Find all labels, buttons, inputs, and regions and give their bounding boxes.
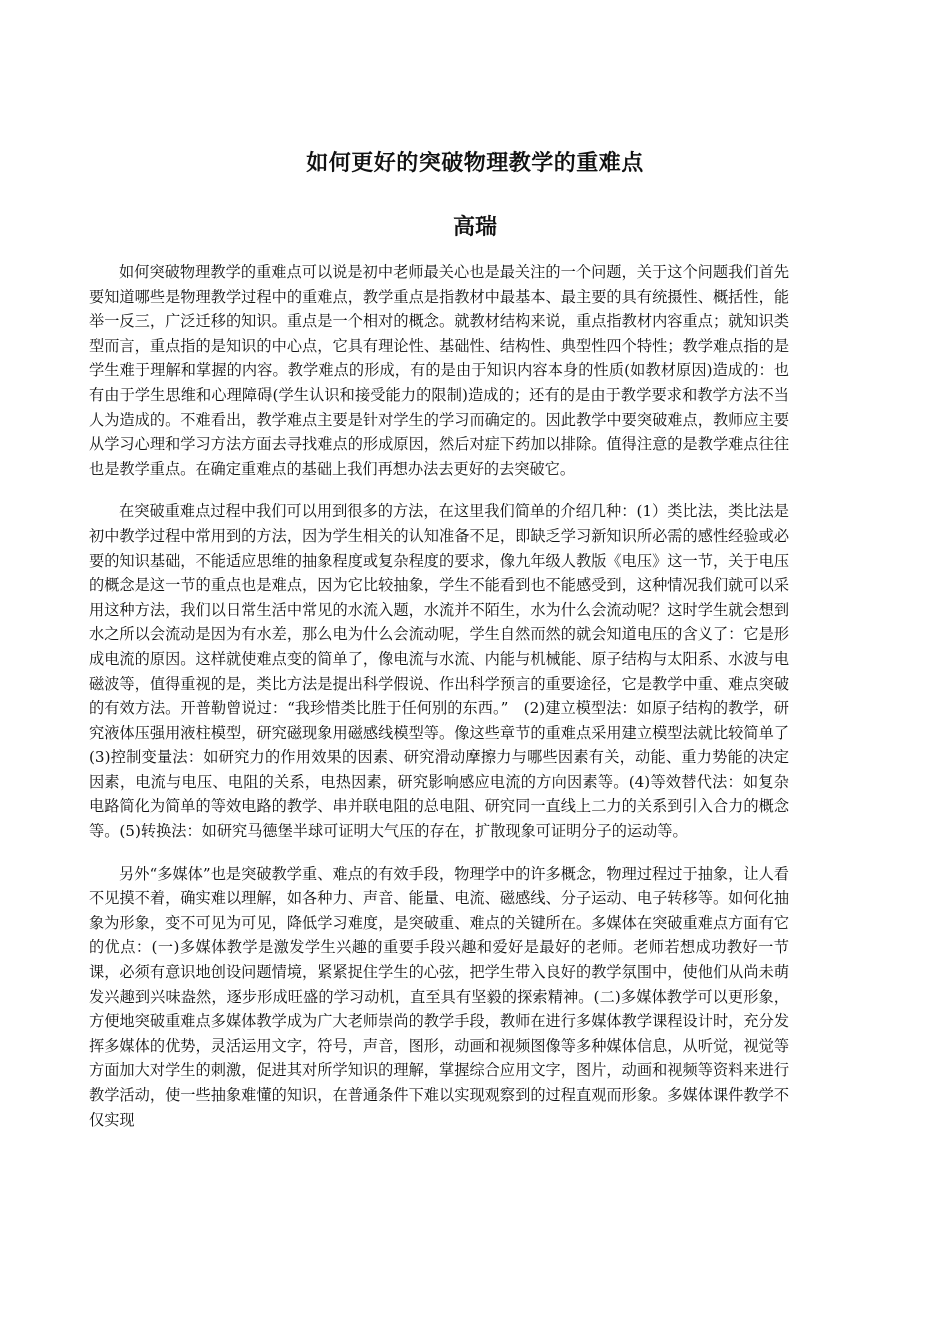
document-author: 高瑞 [452,214,497,240]
document-title: 如何更好的突破物理教学的重难点 [306,150,644,176]
paragraph-methods: 在突破重难点过程中我们可以用到很多的方法，在这里我们简单的介绍几种：(1）类比法，类比法是初中教学过程中常用到的方法，因为学生相关的认知准备不足，即缺乏学习新知识所必需的感性经验或必要的知识基础，不能适应思维的抽象程度或复杂程度的要求，像九年级人教版《电压》这一节，关于电压的概念是这一节的重点也是难点，因为它比较抽象，学生不能看到也不能感受到，这种情况我们就可以采用这种方法，我们以日常生活中常见的水流入题，水流并不陌生，水为什么会流动呢？这时学生就会想到水之所以会流动是因为有水差，那么电为什么会流动呢，学生自然而然的就会知道电压的含义了：它是形成电流的原因。这样就使难点变的简单了，像电流与水流、内能与机械能、原子结构与太阳系、水波与电磁波等，值得重视的是，类比方法是提出科学假说、作出科学预言的重要途径，它是教学中重、难点突破的有效方法。开普勒曾说过：“我珍惜类比胜于任何别的东西。” (2)建立模型法：如原子结构的教学，研究液体压强用液柱模型，研究磁现象用磁感线模型等。像这些章节的重难点采用建立模型法就比较简单了(3)控制变量法：如研究力的作用效果的因素、研究滑动摩擦力与哪些因素有关，动能、重力势能的决定因素，电流与电压、电阻的关系，电热因素，研究影响感应电流的方向因素等。(4)等效替代法：如复杂电路简化为简单的等效电路的教学、串并联电阻的总电阻、研究同一直线上二力的关系到引入合力的概念等。(5)转换法：如研究马德堡半球可证明大气压的存在，扩散现象可证明分子的运动等。 [89,502,789,841]
paragraph-intro: 如何突破物理教学的重难点可以说是初中老师最关心也是最关注的一个问题，关于这个问题我们首先要知道哪些是物理教学过程中的重难点，教学重点是指教材中最基本、最主要的具有统摄性、概括性，能举一反三，广泛迁移的知识。重点是一个相对的概念。就教材结构来说，重点指教材内容重点；就知识类型而言，重点指的是知识的中心点，它具有理论性、基础性、结构性、典型性四个特性；教学难点指的是学生难于理解和掌握的内容。教学难点的形成，有的是由于知识内容本身的性质(如教材原因)造成的：也有由于学生思维和心理障碍(学生认识和接受能力的限制)造成的；还有的是由于教学要求和教学方法不当人为造成的。不难看出，教学难点主要是针对学生的学习而确定的。因此教学中要突破难点，教师应主要从学习心理和学习方法方面去寻找难点的形成原因，然后对症下药加以排除。值得注意的是教学难点往往也是教学重点。在确定重难点的基础上我们再想办法去更好的去突破它。 [89,263,789,478]
document-body [89,260,789,1150]
paragraph-multimedia: 另外“多媒体”也是突破教学重、难点的有效手段，物理学中的许多概念，物理过程过于抽象，让人看不见摸不着，确实难以理解，如各种力、声音、能量、电流、磁感线、分子运动、电子转移等。如何化抽象为形象，变不可见为可见，降低学习难度，是突破重、难点的关键所在。多媒体在突破重难点方面有它的优点：(一)多媒体教学是激发学生兴趣的重要手段兴趣和爱好是最好的老师。老师若想成功教好一节课，必须有意识地创设问题情境，紧紧捉住学生的心弦，把学生带入良好的教学氛围中，使他们从尚未萌发兴趣到兴味盎然，逐步形成旺盛的学习动机，直至具有坚毅的探索精神。(二)多媒体教学可以更形象，方便地突破重难点多媒体教学成为广大老师崇尚的教学手段，教师在进行多媒体教学课程设计时，充分发挥多媒体的优势，灵活运用文字，符号，声音，图形，动画和视频图像等多种媒体信息，从听觉，视觉等方面加大对学生的刺激，促进其对所学知识的理解，掌握综合应用文字，图片，动画和视频等资料来进行教学活动，使一些抽象难懂的知识，在普通条件下难以实现观察到的过程直观而形象。多媒体课件教学不仅实现 [89,864,789,1129]
